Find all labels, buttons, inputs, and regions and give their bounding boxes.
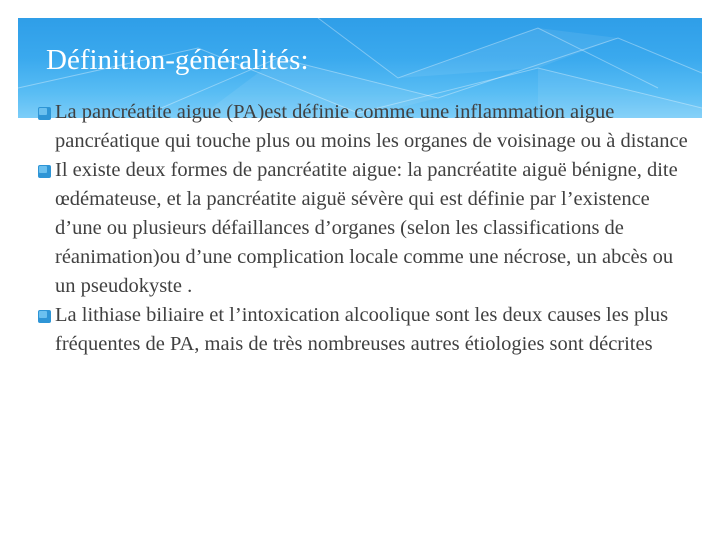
- square-bullet-icon: [38, 165, 51, 178]
- square-bullet-icon: [38, 107, 51, 120]
- bullet-text: La pancréatite aigue (PA)est définie comme une inflammation aigue pancréatique qui touche plus ou moins les organes de voisinage ou à distance: [55, 101, 688, 152]
- bullet-item: [38, 98, 688, 156]
- bullet-list: [38, 98, 688, 359]
- bullet-item: [38, 156, 688, 301]
- bullet-text: Il existe deux formes de pancréatite aigue: la pancréatite aiguë bénigne, dite œdémateuse, et la pancréatite aiguë sévère qui est définie par l’existence d’une ou plusieurs défaillances d’organes (selon les classifications de réanimation)ou d’une complication locale comme une nécrose, un abcès ou un pseudokyste .: [55, 159, 678, 297]
- slide-title: Définition-généralités:: [46, 44, 309, 76]
- bullet-text: La lithiase biliaire et l’intoxication alcoolique sont les deux causes les plus fréquentes de PA, mais de très nombreuses autres étiologies sont décrites: [55, 304, 669, 355]
- square-bullet-icon: [38, 310, 51, 323]
- bullet-item: [38, 301, 688, 359]
